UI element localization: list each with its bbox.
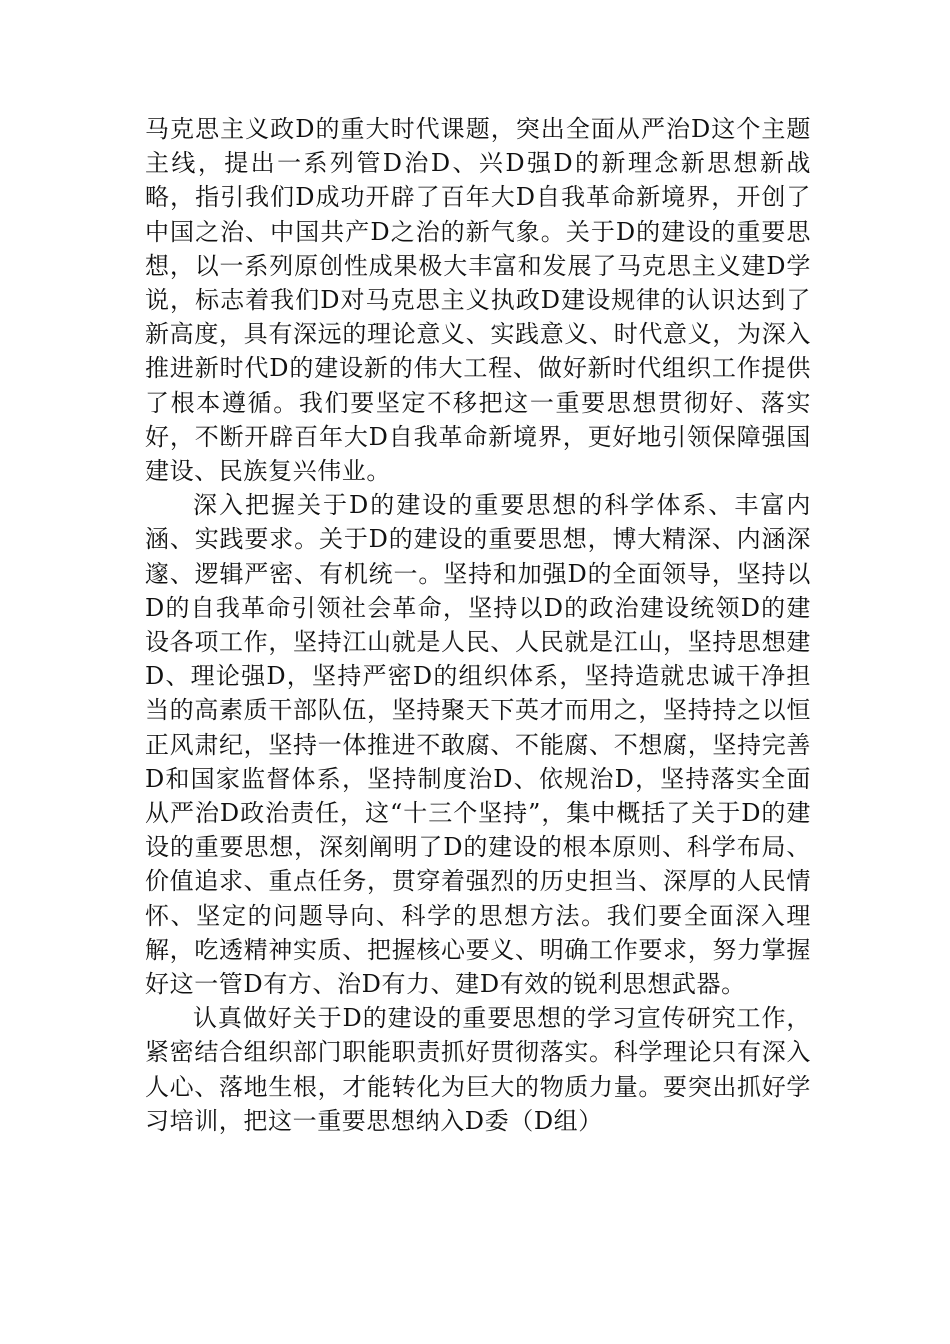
paragraph-3: 认真做好关于D的建设的重要思想的学习宣传研究工作，紧密结合组织部门职能职责抓好贯彻落实。科学理论只有深入人心、落地生根，才能转化为巨大的物质力量。要突出抓好学习培训，把这一重要思想纳入D委（D组） <box>145 1004 811 1135</box>
document-body <box>145 112 811 1138</box>
paragraph-1: 马克思主义政D的重大时代课题，突出全面从严治D这个主题主线，提出一系列管D治D、兴D强D的新理念新思想新战略，指引我们D成功开辟了百年大D自我革命新境界，开创了中国之治、中国共产D之治的新气象。关于D的建设的重要思想，以一系列原创性成果极大丰富和发展了马克思主义建D学说，标志着我们D对马克思主义执政D建设规律的认识达到了新高度，具有深远的理论意义、实践意义、时代意义，为深入推进新时代D的建设新的伟大工程、做好新时代组织工作提供了根本遵循。我们要坚定不移把这一重要思想贯彻好、落实好，不断开辟百年大D自我革命新境界，更好地引领保障强国建设、民族复兴伟业。 <box>145 115 811 486</box>
paragraph-2: 深入把握关于D的建设的重要思想的科学体系、丰富内涵、实践要求。关于D的建设的重要思想，博大精深、内涵深邃、逻辑严密、有机统一。坚持和加强D的全面领导，坚持以D的自我革命引领社会革命，坚持以D的政治建设统领D的建设各项工作，坚持江山就是人民、人民就是江山，坚持思想建D、理论强D，坚持严密D的组织体系，坚持造就忠诚干净担当的高素质干部队伍，坚持聚天下英才而用之，坚持持之以恒正风肃纪，坚持一体推进不敢腐、不能腐、不想腐，坚持完善D和国家监督体系，坚持制度治D、依规治D，坚持落实全面从严治D政治责任，这“十三个坚持”，集中概括了关于D的建设的重要思想，深刻阐明了D的建设的根本原则、科学布局、价值追求、重点任务，贯穿着强烈的历史担当、深厚的人民情怀、坚定的问题导向、科学的思想方法。我们要全面深入理解，吃透精神实质、把握核心要义、明确工作要求，努力掌握好这一管D有方、治D有力、建D有效的锐利思想武器。 <box>145 491 811 999</box>
